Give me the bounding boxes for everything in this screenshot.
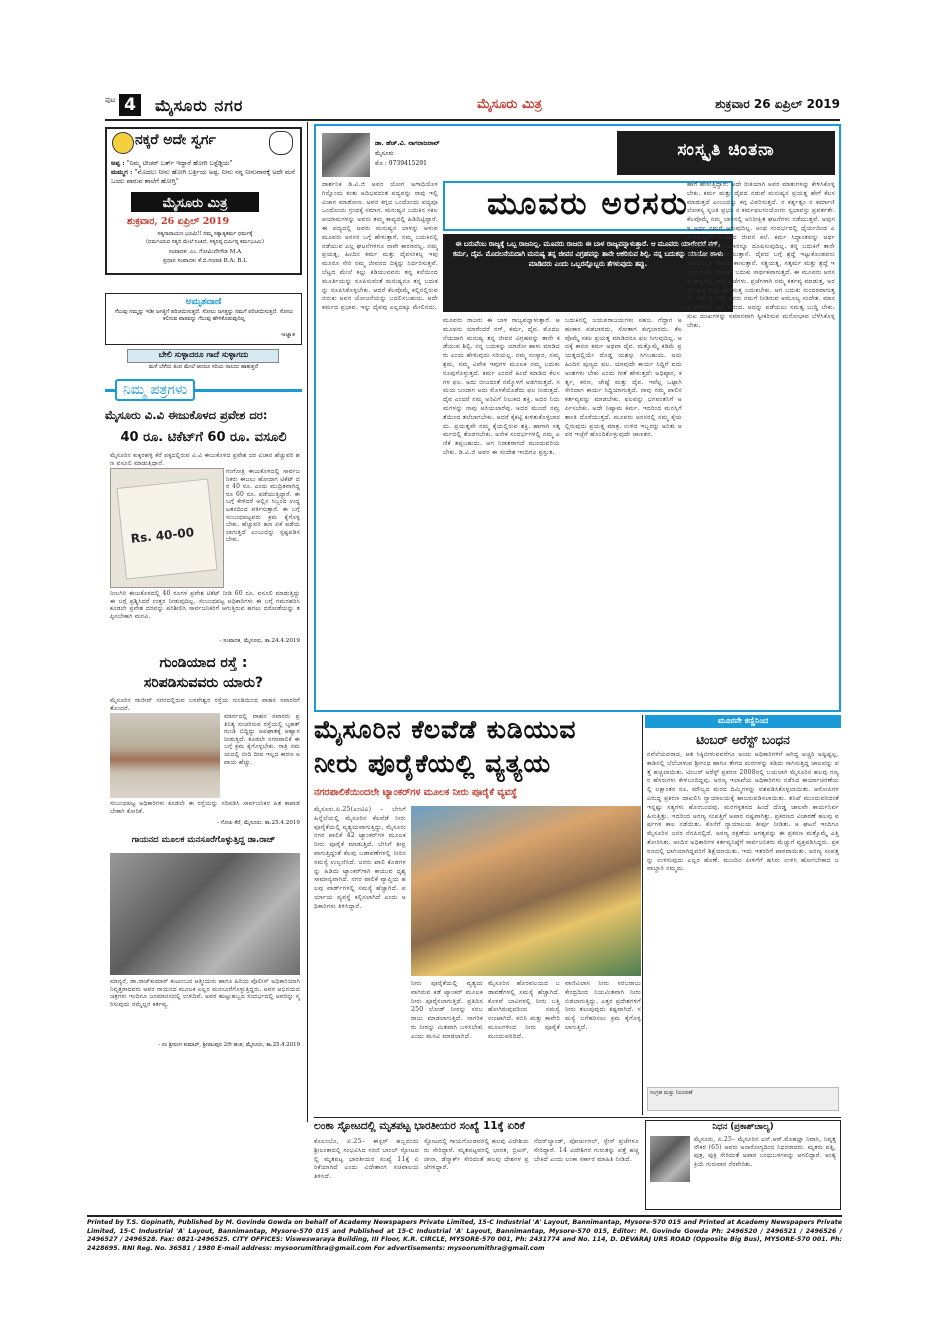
page-label: ಪುಟ	[105, 96, 116, 104]
water-body-4: ವಾಣಿವಿಲಾಸ ನೀರು ಸರಬರಾಜು ಕೇಂದ್ರದಿಂದ ನಿಯಮಿತವಾಗಿ ನೀರು ಬಿಡಲಾಗುತ್ತಿದ್ದು, ಎತ್ತರ ಪ್ರದೇಶಗಳಿಗೆ ನೀರು ತಲುಪುವುದು ಕಷ್ಟವಾಗಿದೆ. ಸಮಸ್ಯೆ ಬಗೆಹರಿಸಲು ಕ್ರಮ ಕೈಗೊಳ್ಳಲಾಗುತ್ತಿದೆ.	[565, 980, 641, 1031]
letter-2-body-a: ಮೈಸೂರಿನ ರಾಜೀವ್ ನಗರದಲ್ಲಿರುವ ಬಸವೇಶ್ವರ ರಸ್ತೆಯ ಗುಂಡಿಯಿಂದ ವಾಹನ ಸವಾರರಿಗೆ ತೊಂದರೆ.	[110, 697, 300, 711]
column-body-2: ಮೂವರು ರಾಜರು ಈ ಬಾಳ ರಾಜ್ಯವನ್ನಾಳುತ್ತಾರೆ. ಆ ಮೂವರು ಯಾರೆಂದರೆ ನಗ್, ಕರ್ಮ, ದೈವ. ಮೊದಲನೆಯದಾಗಿ ಮನುಷ್ಯ ತನ್ನ ಜೀವನ ವಿಗ್ರಹವನ್ನು ತಾನೇ ಕಡೆಯುವ ಶಿಲ್ಪಿ. ನನ್ನ ಬದುಕನ್ನು ಯಾರೋ ಹಾಳು ಮಾಡಿದರು ಎಂದು ಹೇಳುವುದು ಸರಿಯಲ್ಲ. ನಮ್ಮ ಸಂಸ್ಕಾರ, ನಮ್ಮ ಶ್ರಮ, ನಮ್ಮ ವಿವೇಕ ಇವುಗಳ ಮೂಲಕ ನಮ್ಮ ಬದುಕು ರೂಪುಗೊಳ್ಳುತ್ತದೆ. ಕರ್ಮ ಎಂದರೆ ಹಿಂದೆ ಮಾಡಿದ ಕೆಲಸಗಳ ಫಲ. ಅದು ಬೀಜದಂತೆ ನಮ್ಮೊಳಗೆ ಅಡಗಿರುತ್ತದೆ. ಸಮಯ ಬಂದಾಗ ಅದು ಮೊಳಕೆಯೊಡೆದು ಫಲ ನೀಡುತ್ತದೆ. ದೈವ ಎಂದರೆ ನಮ್ಮ ಅರಿವಿಗೆ ನಿಲುಕದ ಶಕ್ತಿ. ಅದರ ನಿಯಮಗಳನ್ನು ನಾವು ಅರಿಯಲಾರೆವು. ಅದರ ಮುಂದೆ ನಮ್ರತೆಯಿಂದ ತಲೆಬಾಗಬೇಕು. ಆದರೆ ಕೈಕಟ್ಟಿ ಕುಳಿತುಕೊಳ್ಳಬಾರದು. ಪ್ರಯತ್ನವೇ ನಮ್ಮ ಕೈಯಲ್ಲಿರುವ ಶಕ್ತಿ. ಹಾಗಾಗಿ ಸತ್ಕರ್ಮದಲ್ಲಿ ತೊಡಗಬೇಕು. ಅನೇಕ ಸಂದರ್ಭಗಳಲ್ಲಿ ನಮ್ಮ ಎಣಿಕೆ ತಪ್ಪಬಹುದು. ಆಗ ನಿರಾಶರಾಗದೆ ಮುಂದುವರಿಯಬೇಕು. ಡಿ.ವಿ.ಜಿ ಅವರ ಈ ಸಂದೇಶ ಇಂದಿಗೂ ಪ್ರಸ್ತುತ.	[443, 317, 560, 456]
column-body-1: ದಾರ್ಶನಿಕ ಡಿ.ವಿ.ಜಿ ಅವರ ಯೋಗ ಅಗಾಧಿಯೊಳಗಿನ್ನೊಂದು ಕಂತು ಅದಿಭವದಂತ ಪದ್ಯವನ್ನು ನಾವು ಇಲ್ಲಿ ವಿಚಾರ ಮಾಡೋಣ. ಅವರ ಕಗ್ಗದ ಒಂದೊಂದು ಪದ್ಯವೂ ಒಂದೊಂದು ಗ್ರಂಥಕ್ಕೆ ಸಮಾನ. ಮನುಷ್ಯನ ಬದುಕಿನ ಸಕಲ ಆಯಾಮಗಳನ್ನು ಅವರು ತಮ್ಮ ಕಾವ್ಯದಲ್ಲಿ ಹಿಡಿದಿಟ್ಟಿದ್ದಾರೆ. ಈ ಪದ್ಯದಲ್ಲಿ ಅವರು ಮನುಷ್ಯನ ಬಾಳನ್ನು ಆಳುವ ಮೂವರು ಅರಸರ ಬಗ್ಗೆ ಹೇಳುತ್ತಾರೆ. ನಮ್ಮ ಬದುಕಿನಲ್ಲಿ ನಡೆಯುವ ಎಲ್ಲ ಘಟನೆಗಳಿಗೂ ನಾವೇ ಕಾರಣರಲ್ಲ. ನಮ್ಮ ಪ್ರಯತ್ನ, ಹಿಂದಿನ ಕರ್ಮ ಮತ್ತು ದೈವಸಂಕಲ್ಪ ಇವು ಮೂರೂ ಸೇರಿ ನಮ್ಮ ಜೀವನದ ದಿಕ್ಕನ್ನು ನಿರ್ಧರಿಸುತ್ತವೆ. ಬೆಟ್ಟದ ಮೇಲೆ ಕಲ್ಲು ಕಡಿಯುವವನು ತನ್ನ ಕಲೆಯಿಂದ ಮೂರ್ತಿಯನ್ನು ರೂಪಿಸುವಂತೆ ಮನುಷ್ಯನೂ ತನ್ನ ಬದುಕನ್ನು ರೂಪಿಸಿಕೊಳ್ಳಬೇಕು. ಆದರೆ ಕೆಲವೊಮ್ಮೆ ಕಲ್ಲಿನಲ್ಲಿರುವ ಬಿರುಕು ಅವನ ಯೋಜನೆಯನ್ನು ಬದಲಿಸಬಹುದು. ಅದೇ ಕರ್ಮದ ಪ್ರಭಾವ. ಇನ್ನು ದೈವವು ಎಲ್ಲದಕ್ಕೂ ಮೇಲಿನದು.	[322, 181, 438, 312]
letter-1-body-c: ನೀಲಗಿರಿ ಈಜುಕೊಳದಲ್ಲಿ 40 ರೂಗಳ ಪ್ರವೇಶ ಟಿಕೆಟ್ ನೀಡಿ 60 ರೂ. ವಸೂಲಿ ಮಾಡುತ್ತಿದ್ದು ಈ ಬಗ್ಗೆ ಪ್ರಶ್ನಿಸಿದರೆ ಉತ್ತರ ನೀಡುವುದಿಲ್ಲ. ಸಂಬಂಧಪಟ್ಟ ಅಧಿಕಾರಿಗಳು ಈ ಬಗ್ಗೆ ಗಮನಹರಿಸಿ ಕೂಡಲೇ ಪ್ರವೇಶ ದರವನ್ನು ಪರಿಶೀಲಿಸಿ ಸಾರ್ವಜನಿಕರಿಗೆ ಆಗುತ್ತಿರುವ ಹಗಲು ದರೋಡೆಯನ್ನು ತಪ್ಪಿಸಬೇಕಾಗಿ ಮನವಿ.	[110, 590, 300, 620]
amrutavani-author: -ಅಜ್ಞಾತ	[280, 332, 295, 338]
author-phone: ಮೊ : 9739415291	[375, 160, 427, 167]
left-column-divider	[307, 122, 308, 1122]
third-eye-title: ಟಿಂಬರ್ ಅರೆಸ್ಟ್ ಬಂಧನ	[696, 733, 790, 747]
lanka-body-1: ಕೊಲಂಬೊ, ಏ.25– ಈಸ್ಟರ್ ಹಬ್ಬದಂದು ಶ್ರೀಲಂಕಾದಲ್ಲಿ ಸಂಭವಿಸಿದ ಸರಣಿ ಬಾಂಬ್ ಸ್ಫೋಟದಲ್ಲಿ ಮೃತಪಟ್ಟ ಭಾರತೀಯರ ಸಂಖ್ಯೆ 11ಕ್ಕೆ ಏರಿಕೆಯಾಗಿದೆ ಎಂದು ವಿದೇಶಾಂಗ ಸಚಿವಾಲಯ ತಿಳಿಸಿದೆ.	[314, 1138, 419, 1181]
letter-1	[105, 408, 302, 653]
page-number: 4	[119, 94, 141, 116]
third-eye-story	[645, 715, 841, 1115]
amrutavani-title: ಅಮೃತವಾಣಿ	[185, 297, 222, 307]
obituary-photo	[650, 1136, 690, 1182]
letter-2-sign: - ಗೋಪಿ ಕೆರೆ, ಮೈಸೂರು. ತಾ.25.4.2019	[216, 820, 300, 826]
proverb-text: ಮಳೆ ಬೆಳೆದು ತಿಂದ ಮೇಲೆ ಆದರೂ ಸರಿಯ ನಾಲದು ಹಾಕುತ್ತದೆ	[148, 364, 259, 370]
letter-2-body-b: ಮಾರ್ಗದಲ್ಲಿ ವಾಹನ ಸವಾರರು ಪ್ರತಿನಿತ್ಯ ಸಂಚರಿಸುವ ರಸ್ತೆಯಲ್ಲಿ ಬೃಹತ್ ಗುಂಡಿ ಬಿದ್ದಿದ್ದು ಅಪಘಾತಕ್ಕೆ ಆಹ್ವಾನ ನೀಡುತ್ತಿದೆ. ಕೂಡಲೇ ನಗರಪಾಲಿಕೆ ಈ ಬಗ್ಗೆ ಕ್ರಮ ಕೈಗೊಳ್ಳಬೇಕು. ರಾತ್ರಿ ಸಮಯದಲ್ಲಿ ಬೀದಿ ದೀಪ ಇಲ್ಲದ ಕಾರಣ ಅಪಾಯ ಹೆಚ್ಚು.	[224, 713, 300, 766]
letter-2-headline1: ಗುಂಡಿಯಾದ ರಸ್ತೆ :	[159, 655, 248, 671]
letter-3-body: ಮಾನ್ಯರೆ, ಡಾ.ರಾಜ್‌ಕುಮಾರ್ ಕುಟುಂಬದ ಆತ್ಮೀಯರು ಹಾಗೂ ಹಿರಿಯ ಪೊಲೀಸ್ ಅಧಿಕಾರಿಯಾಗಿ ನಿವೃತ್ತರಾದವರು ಅವರ ಗಾಯನದ ಮೂಲಕ ಎಲ್ಲರ ಮನಸೂರೆಗೊಳ್ಳುತ್ತಿದ್ದರು. ಅವರ ಅಭಿನಯದ ಚಿತ್ರಗಳು ಇಂದಿಗೂ ಜನಮಾನಸದಲ್ಲಿ ಉಳಿದಿವೆ. ಅವರ ಹುಟ್ಟುಹಬ್ಬದ ಸಂದರ್ಭದಲ್ಲಿ ಅವರನ್ನು ಸ್ಮರಿಸುವುದು ನಮ್ಮೆಲ್ಲರ ಕರ್ತವ್ಯ.	[110, 978, 300, 1008]
amrutavani-box	[105, 293, 302, 345]
column-body-4: ಹಾಗೆ ಹೇಳುತ್ತಿದ್ದಾರೆ: ಅದೇ ರೀತಿಯಾಗಿ ಅವರ ಮಾತುಗಳನ್ನು ಕೇಳಿಸಿಕೊಳ್ಳಬೇಕು. ಕರ್ಮ ಮತ್ತು ದೈವದ ನಡುವೆ ಮನುಷ್ಯನ ಪ್ರಯತ್ನ ಹೇಗೆ ಕೆಲಸ ಮಾಡುತ್ತದೆ ಎಂಬುದನ್ನು ಕಗ್ಗ ವಿವರಿಸುತ್ತದೆ. ನ ಕರ್ತೃತ್ವಂ ನ ಕರ್ಮಾಣಿ ಲೋಕಸ್ಯ ಸೃಜತಿ ಪ್ರಭುಃ ನ ಕರ್ಮಫಲಸಂಯೋಗಂ ಸ್ವಭಾವಸ್ತು ಪ್ರವರ್ತತೇ. ಕೆಲವೊಮ್ಮೆ ನಮ್ಮ ಬಾಳಿನಲ್ಲಿ ಅನಿರೀಕ್ಷಿತ ಘಟನೆಗಳು ನಡೆಯುತ್ತವೆ. ಅವುಗಳ ಅರ್ಥ ನಮಗೆ ಆಗುವುದಿಲ್ಲ. ಅಂಥ ಸಂದರ್ಭದಲ್ಲಿ ಧೈರ್ಯದಿಂದ ಎದುರಿಸುವುದೇ ನಿಜವಾದ ಜೀವನ ಕಲೆ. ಕರ್ಮ ಸಿದ್ಧಾಂತವನ್ನು ಅರ್ಥ ಮಾಡಿಕೊಂಡವನು ಯಾರನ್ನೂ ದೂಷಿಸುವುದಿಲ್ಲ. ತನ್ನ ಬದುಕಿಗೆ ತಾನೇ ಹೊಣೆ ಎಂದು ತಿಳಿಯುತ್ತಾನೆ. ದೈವದ ಬಗ್ಗೆ ಶ್ರದ್ಧೆ ಇಟ್ಟುಕೊಂಡವನು ಸೋಲಿನಲ್ಲೂ ನೆಮ್ಮದಿ ಕಾಣುತ್ತಾನೆ. ಸತ್ಪ್ರಯತ್ನ, ಸತ್ಕರ್ಮ ಮತ್ತು ಶ್ರದ್ಧೆ ಇವು ಮೂರೂ ಸೇರಿದಾಗ ಬದುಕು ಸಾರ್ಥಕವಾಗುತ್ತದೆ. ಈ ಮೂವರು ಅರಸರ ರಾಜ್ಯದಲ್ಲಿ ನಾವು ಪ್ರಜೆಗಳು. ಪ್ರಜೆಗಳಾಗಿ ನಮ್ಮ ಕರ್ತವ್ಯ ಮಾಡುತ್ತ, ಅರಸರ ಆಜ್ಞೆಯನ್ನು ಪಾಲಿಸುತ್ತ ಬದುಕಬೇಕು. ಆಗ ಬದುಕು ಸುಂದರವಾಗುತ್ತದೆ. ಇದೇ ಡಿ.ವಿ.ಜಿ ಅವರು ನಮಗೆ ನೀಡಿರುವ ಅಮೂಲ್ಯ ಸಂದೇಶ. ಮಾನವ ಜೀವನದ ಗುರಿ ಆನಂದ. ಅದನ್ನು ಪಡೆಯಲು ಸಮತ್ವ ಬುದ್ಧಿ ಬೇಕು. ಸುಖ ದುಃಖಗಳನ್ನು ಸಮಾನವಾಗಿ ಸ್ವೀಕರಿಸುವ ಮನೋಭಾವ ಬೆಳೆಸಿಕೊಳ್ಳಬೇಕು.	[687, 181, 835, 329]
paper-logo-box: ಮೈಸೂರು ಮಿತ್ರ	[131, 192, 259, 212]
author-name: ಡಾ. ಹೆಚ್.ವಿ. ನಾಗರಾಜರಾವ್	[375, 139, 440, 147]
letter-1-body-a: ಮೈಸೂರಿನ ಕುಕ್ಕರಹಳ್ಳಿ ಕೆರೆ ಪಕ್ಕದಲ್ಲಿರುವ ವಿ.ವಿ ಈಜುಕೊಳದ ಪ್ರವೇಶ ದರ ವಿಚಾರ ಹೆಚ್ಚುವರಿ ಹಣ ವಸೂಲಿ ಮಾಡುತ್ತಿದ್ದಾರೆ.	[110, 452, 300, 466]
joke-body: ಅಪ್ಪ : "ನಿಮ್ಮ ಟೀಚರ್ ಬರ್ತ್ ಇದ್ದಾರೆ ಹೋಗಿ ಬಸ್ಟೆಡ್ಟಿಯ" ಮಮ್ಮಗ : "ಮೊದಲು ನೀನು ಹೋಗಿ ಬರ್ತ್ರಿಯ ಅಪ್ಪ. ನೀನು ನನ್ನ ನೀನುವಾರಕ್ಕೆ ಅದೇ ಮನೆ ಒಂದು ಪಾರುವ ಶಾಲೆಗೆ ಹೋಗ್ತಿ"	[111, 159, 295, 185]
cartoon-face-icon	[269, 131, 293, 155]
joke-box	[105, 127, 302, 275]
proverb-box	[105, 349, 302, 374]
panchanga-line2: (ಧರ್ಮವಿರುವ ಸತ್ಯದ ಮೇಲೆ ನಿಂತಿದೆ, ಸತ್ಯನಿಷ್ಠ ಧರ್ಮಿಷ್ಠ ಕರ್ಮಭೂಮಿ)	[146, 239, 264, 245]
ticket-photo	[110, 468, 224, 588]
story-divider	[642, 715, 643, 1115]
letter-2	[105, 655, 302, 830]
letters-header: ನಿಮ್ಮ ಪತ್ರಗಳು	[115, 379, 195, 401]
water-headline-2: ನೀರು ಪೂರೈಕೆಯಲ್ಲಿ ವ್ಯತ್ಯಯ	[314, 749, 552, 778]
masthead	[105, 94, 840, 118]
lanka-story	[314, 1120, 639, 1210]
letter-2-body-c: ಸಂಬಂಧಪಟ್ಟ ಅಧಿಕಾರಿಗಳು ಕೂಡಲೇ ಈ ರಸ್ತೆಯನ್ನು ಸರಿಪಡಿಸಿ ಸಾರ್ವಜನಿಕರ ಹಿತ ಕಾಪಾಡಬೇಕಾಗಿ ಕೋರಿಕೆ.	[110, 800, 300, 815]
panchanga-publisher: ಪ್ರಧಾನ ಸಂಪಾದಕ: ಕೆ.ಬಿ.ಗಣಪತಿ B.A; B.L	[163, 258, 247, 264]
third-eye-banner-text: ಮೂರನೇ ಕಣ್ಣಿನಿಂದ	[717, 716, 769, 725]
column-name-banner	[617, 131, 835, 175]
masthead-rule	[105, 119, 840, 121]
issue-date: ಶುಕ್ರವಾರ 26 ಏಪ್ರಿಲ್ 2019	[715, 97, 840, 111]
letter-1-headline1: ಮೈಸೂರು ವಿ.ವಿ ಈಜುಕೊಳದ ಪ್ರವೇಶ ದರ:	[105, 408, 268, 422]
water-queue-photo	[411, 806, 641, 976]
letter-1-headline2: 40 ರೂ. ಟಿಕೆಟ್‌ಗೆ 60 ರೂ. ವಸೂಲಿ	[120, 430, 287, 445]
footer-rule	[87, 1215, 842, 1217]
section-title: ಮೈಸೂರು ನಗರ	[155, 96, 244, 115]
obituary-title: ನಿಧನ (ಪ್ರಕಾಶ್‌ಚಾಲ್ಯ)	[712, 1122, 774, 1132]
author-portrait	[322, 133, 370, 177]
panchanga-line1: ಸತ್ಯನಾರಾಯಣ ಭೂಮಿ!! ನಮ್ಮ ಸತ್ಯಾತ್ಯಕರ್ಮ ಧರ್ಮಕ್ಕೆ	[157, 231, 253, 237]
water-body-2: ನೀರು ಪೂರೈಕೆಯಲ್ಲಿ ವ್ಯತ್ಯಯವಾಗಿರುವ ಕಡೆ ಟ್ಯಾಂಕರ್ ಮೂಲಕ ನೀರು ಪೂರೈಸಲಾಗುತ್ತಿದೆ. ಪ್ರತಿದಿನ 250 ಲೋಡ್ ನೀರನ್ನು ಸರಬರಾಜು ಮಾಡಲಾಗುತ್ತಿದೆ. ನಾಗರಿಕರು ನೀರನ್ನು ಮಿತವಾಗಿ ಬಳಸಬೇಕು ಎಂದು ಮನವಿ ಮಾಡಲಾಗಿದೆ.	[411, 980, 483, 1040]
panchanga-editor: ಸಂಪಾದಕ: ಎಂ. ಗೋವಿಂದೇಗೌಡ M.A	[168, 249, 242, 255]
column-headline: ಮೂವರು ಅರಸರು	[487, 186, 689, 222]
obituary-box	[645, 1120, 841, 1210]
column-name: ಸಂಸ್ಕೃತಿ ಚಿಂತನಾ	[677, 140, 775, 160]
letter-1-sign: - ಸಂಪಾದಕ, ಮೈಸೂರು, ತಾ.24.4.2019	[219, 638, 300, 644]
laughing-face-icon	[112, 132, 134, 154]
pothole-photo	[110, 713, 220, 798]
letter-1-body-b: ಗಂಗೋತ್ರಿ ಈಜುಕೊಳದಲ್ಲಿ ಸಾರ್ವಜನಿಕರು ಈಜಲು ಹೋದಾಗ ಟಿಕೆಟ್ ದರ 40 ರೂ. ಎಂದು ಮುದ್ರಿತವಾಗಿದ್ದರೂ 60 ರೂ. ಪಡೆಯುತ್ತಿದ್ದಾರೆ. ಈ ಬಗ್ಗೆ ಕೇಳಿದರೆ ಅಲ್ಲಿನ ಸಿಬ್ಬಂದಿ ಉದ್ಧಟತನದಿಂದ ವರ್ತಿಸುತ್ತಾರೆ. ಈ ಬಗ್ಗೆ ಸಂಬಂಧಪಟ್ಟವರು ಕ್ರಮ ಕೈಗೊಳ್ಳಬೇಕು. ಹೆಚ್ಚುವರಿ ಹಣ ಏಕೆ ಪಡೆಯಲಾಗುತ್ತಿದೆ ಎಂಬುದನ್ನು ಸ್ಪಷ್ಟಪಡಿಸಬೇಕು.	[226, 468, 300, 544]
water-body-1: ಮೈಸೂರು.ಏ.25(ಎಂಟಿವಿ) – ಬೇಸಿಗೆ ಹಿನ್ನೆಲೆಯಲ್ಲಿ ಮೈಸೂರಿನ ಕೆಲವೆಡೆ ನೀರು ಪೂರೈಕೆಯಲ್ಲಿ ವ್ಯತ್ಯಯವಾಗುತ್ತಿದ್ದು, ಮೈಸೂರು ನಗರ ಪಾಲಿಕೆ 42 ಟ್ಯಾಂಕರ್‌ಗಳ ಮೂಲಕ ನೀರು ಪೂರೈಕೆ ಮಾಡುತ್ತಿದೆ. ಬೇಸಿಗೆ ತೀವ್ರವಾಗುತ್ತಿದ್ದಂತೆ ಕೆಲವು ಬಡಾವಣೆಗಳಲ್ಲಿ ನೀರಿನ ಸಮಸ್ಯೆ ಉಲ್ಬಣಿಸಿದೆ. ಜನರು ಖಾಲಿ ಕೊಡಗಳನ್ನು ಹಿಡಿದು ಟ್ಯಾಂಕರ್‌ಗಾಗಿ ಕಾಯುವ ದೃಶ್ಯ ಸಾಮಾನ್ಯವಾಗಿದೆ. ನಗರ ಪಾಲಿಕೆ ವ್ಯಾಪ್ತಿಯ ಹಲವು ವಾರ್ಡ್‌ಗಳಲ್ಲಿ ಸಮಸ್ಯೆ ಹೆಚ್ಚಾಗಿದೆ. ಪರ್ಯಾಯ ವ್ಯವಸ್ಥೆ ಕಲ್ಪಿಸಲಾಗಿದೆ ಎಂದು ಅಧಿಕಾರಿಗಳು ತಿಳಿಸಿದ್ದಾರೆ.	[314, 806, 406, 910]
imprint-line: Printed by T.S. Gopinath, Published by M. Govinde Gowda on behalf of Academy Newspapers Private Limited, 15-C Industrial 'A' Layout, Bannimantap, Mysore-570 015 and Printed at Academy Newspapers Private Limited, 15-C Industrial 'A' Layout, Bannimantap, Mysore-570 015 and Published at 15-C Industrial 'A' Layout, Bannimantap, Mysore-570 015, Editor: M. Govinde Gowda Ph: 2496520 / 2496521 / 2496526 / 2496527 / 2496528. Fax: 0821-2496525. CITY OFFICES: Visweswaraya Building, III Floor, K.R. CIRCLE, MYSORE-570 001, Ph: 2431774 and No. 114, D. DEVARAJ URS ROAD (Opposite Big Bus), MYSORE-570 001. Ph: 2428695. RNI Reg. No. 36581 / 1980 E-mail address: mysoorumithra@gmail.com For advertisements: mysoorumithra@gmail.com	[87, 1219, 842, 1252]
letters-banner	[105, 379, 302, 403]
author-city: ಮೈಸೂರು	[375, 150, 394, 157]
lanka-body-2: ಸ್ಫೋಟದಲ್ಲಿ ಗಾಯಗೊಂಡವರಲ್ಲಿ ಹಲವು ವಿದೇಶಿಯರು ಸೇರಿದ್ದಾರೆ. ಮೃತಪಟ್ಟವರಲ್ಲಿ ಭಾರತ, ಬ್ರಿಟನ್, ಚೀನಾ, ಡೆನ್ಮಾರ್ಕ್ ಸೇರಿದಂತೆ ಹಲವು ದೇಶಗಳ ಪ್ರಜೆಗಳಿದ್ದಾರೆ.	[424, 1138, 529, 1172]
dr-raj-photo	[110, 853, 300, 975]
lower-rule	[314, 1117, 841, 1118]
water-headline-1: ಮೈಸೂರಿನ ಕೆಲವೆಡೆ ಕುಡಿಯುವ	[314, 715, 577, 744]
lanka-headline: ಲಂಕಾ ಸ್ಫೋಟದಲ್ಲಿ ಮೃತಪಟ್ಟ ಭಾರತೀಯರ ಸಂಖ್ಯೆ 11ಕ್ಕೆ ಏರಿಕೆ	[314, 1120, 525, 1132]
ticket-price: Rs. 40-00	[130, 525, 195, 546]
proverb-title: ಬೇಲಿ ಸುಳ್ಳಾದರೂ ಗಾದೆ ಸುಳ್ಳಾಗದು	[158, 350, 249, 359]
column-body-3: ಬದುಕಿನಲ್ಲಿ ಜಯಪರಾಜಯಗಳು ಸಹಜ. ಗೆದ್ದಾಗ ಅಹಂಕಾರ ಪಡಬಾರದು, ಸೋತಾಗ ಕುಗ್ಗಬಾರದು. ಕೆಲವೊಮ್ಮೆ ಸಕಲ ಪ್ರಯತ್ನ ಮಾಡಿದರೂ ಫಲ ಸಿಗುವುದಿಲ್ಲ. ಅದಕ್ಕೆ ಕಾರಣ ಕರ್ಮ ಅಥವಾ ದೈವ. ಮತ್ತೊಮ್ಮೆ ಕಡಿಮೆ ಪ್ರಯತ್ನದಲ್ಲಿಯೇ ದೊಡ್ಡ ಯಶಸ್ಸು ಸಿಗಬಹುದು. ಅದು ಹಿಂದಿನ ಪುಣ್ಯದ ಫಲ. ಯಾವುದೇ ಕಾರ್ಯ ಸಿದ್ಧಿಗೆ ಐದು ಅಂಶಗಳು ಬೇಕು ಎಂದು ಗೀತೆ ಹೇಳುತ್ತದೆ: ಅಧಿಷ್ಠಾನ, ಕರ್ತೃ, ಕರಣ, ಚೇಷ್ಟೆ ಮತ್ತು ದೈವ. ಇವೆಲ್ಲ ಒಟ್ಟಾಗಿ ಸೇರಿದಾಗ ಕಾರ್ಯ ಸಿದ್ಧಿಯಾಗುತ್ತದೆ. ನಾವು ನಮ್ಮ ಪಾಲಿನ ಕರ್ತವ್ಯವನ್ನು ಮಾಡಬೇಕು. ಫಲವನ್ನು ಭಗವಂತನಿಗೆ ಅರ್ಪಿಸಬೇಕು. ಅದೇ ನಿಷ್ಕಾಮ ಕರ್ಮ. ಇದರಿಂದ ಮನಸ್ಸಿಗೆ ಶಾಂತಿ ದೊರೆಯುತ್ತದೆ. ಮೂವರು ಅರಸರಲ್ಲಿ ನಮ್ಮ ಕೈಯಲ್ಲಿರುವುದು ಪ್ರಯತ್ನ ಮಾತ್ರ. ಉಳಿದ ಇಬ್ಬರನ್ನು ಅರಿತು ಅವರ ಇಚ್ಛೆಗೆ ಹೊಂದಿಕೊಳ್ಳುವುದೇ ಜಾಣತನ.	[565, 317, 682, 439]
water-body-3: ಮೈಸೂರಿನ ಹೊರವಲಯದ ಬಡಾವಣೆಗಳಲ್ಲಿ ಸಮಸ್ಯೆ ಹೆಚ್ಚಾಗಿದೆ. ಕೊಳವೆ ಬಾವಿಗಳಲ್ಲಿ ನೀರು ಬತ್ತಿ ಹೋಗಿರುವುದರಿಂದ ಸಮಸ್ಯೆ ಉಂಟಾಗಿದೆ. ಕಬಿನಿ ಮತ್ತು ಕಾವೇರಿ ಮೂಲಗಳಿಂದ ನೀರು ಪೂರೈಕೆ ಮುಂದುವರಿದಿದೆ.	[488, 980, 560, 1040]
lanka-body-3: ನೆದರ್‌ಲ್ಯಾಂಡ್, ಪೋರ್ಚುಗಲ್, ಸ್ಪೇನ್ ಪ್ರಜೆಗಳೂ ಸೇರಿದ್ದಾರೆ. 14 ವಿದೇಶಿಗರ ಗುರುತನ್ನು ಪತ್ತೆ ಹಚ್ಚಬೇಕಿದೆ ಎಂದು ಲಂಕಾ ಸರ್ಕಾರ ಮಾಹಿತಿ ನೀಡಿದೆ.	[534, 1138, 639, 1163]
third-eye-body: ನವೆಲೆಯವರಾದ, ಆತ ಸಿಕ್ಕಿಬೀಳುವವರೆಗೂ ಅಂದು ಅಧಿಕಾರಿಗಳಿಗೆ ಆಗಿದ್ದ ಅಚ್ಚರಿ ಅಷ್ಟಿಷ್ಟಲ್ಲ. ಕಾಡಿನಲ್ಲಿ ಬೆಲೆಬಾಳುವ ಶ್ರೀಗಂಧ ಹಾಗೂ ತೇಗದ ಮರಗಳನ್ನು ಕಡಿದು ಸಾಗಿಸುತ್ತಿದ್ದ ಜಾಲವನ್ನು ಪತ್ತೆ ಹಚ್ಚಲಾಯಿತು. ಟಿಂಬರ್ ಅರೆಸ್ಟ್ ಪ್ರಕರಣ 2008ರಲ್ಲಿ ಬಯಲಾಗಿ ಮೈಸೂರಿನ ಹಲವು ಗಣ್ಯರ ಹೆಸರುಗಳು ಕೇಳಿಬಂದಿದ್ದವು. ಅರಣ್ಯ ಇಲಾಖೆಯ ಅಧಿಕಾರಿಗಳು ನಡೆಸಿದ ಕಾರ್ಯಾಚರಣೆಯಲ್ಲಿ ಲಕ್ಷಾಂತರ ರೂ. ಮೌಲ್ಯದ ಮರದ ದಿಮ್ಮಿಗಳನ್ನು ವಶಪಡಿಸಿಕೊಳ್ಳಲಾಯಿತು. ಆರೋಪಿಗಳ ವಿರುದ್ಧ ಪ್ರಕರಣ ದಾಖಲಿಸಿ ನ್ಯಾಯಾಲಯಕ್ಕೆ ಹಾಜರುಪಡಿಸಲಾಯಿತು. ತನಿಖೆ ಮುಂದುವರಿದಂತೆ ಇನ್ನಷ್ಟು ಸತ್ಯಗಳು ಹೊರಬಂದವು. ಮರಗಳ್ಳತನದ ಹಿಂದೆ ದೊಡ್ಡ ಜಾಲವೇ ಕಾರ್ಯನಿರ್ವಹಿಸುತ್ತಿತ್ತು. ಇದರಿಂದ ಅರಣ್ಯ ಸಂಪತ್ತಿಗೆ ಅಪಾರ ನಷ್ಟವಾಗಿತ್ತು. ಪ್ರಕರಣದ ವಿಚಾರಣೆ ಹಲವು ವರ್ಷಗಳ ಕಾಲ ನಡೆಯಿತು. ಕೊನೆಗೆ ನ್ಯಾಯಾಲಯ ತೀರ್ಪು ನೀಡಿತು. ಆ ಘಟನೆ ಇಂದಿಗೂ ಮೈಸೂರಿನ ಜನರ ನೆನಪಿನಲ್ಲಿದೆ. ಅರಣ್ಯ ರಕ್ಷಣೆಯ ಅಗತ್ಯವನ್ನು ಈ ಪ್ರಕರಣ ಮತ್ತೊಮ್ಮೆ ಎತ್ತಿ ತೋರಿಸಿತು. ಅಂದಿನ ಅಧಿಕಾರಿಗಳ ಕರ್ತವ್ಯನಿಷ್ಠೆಗೆ ಸಾರ್ವಜನಿಕರು ಮೆಚ್ಚುಗೆ ವ್ಯಕ್ತಪಡಿಸಿದ್ದರು. ಪ್ರಕರಣದಲ್ಲಿ ಭಾಗಿಯಾಗಿದ್ದವರಿಗೆ ಶಿಕ್ಷೆಯಾಯಿತು. ಇದು ಇತರರಿಗೆ ಪಾಠವಾಯಿತು. ಅರಣ್ಯ ಸಂಪತ್ತನ್ನು ಉಳಿಸುವುದು ಎಲ್ಲರ ಹೊಣೆ. ಮುಂದಿನ ಪೀಳಿಗೆಗೆ ಹಸಿರು ಉಳಿಸಿ ಹೋಗಬೇಕಾದ ಜವಾಬ್ದಾರಿ ನಮ್ಮದು.	[647, 751, 839, 873]
third-eye-author: ಸಂಗ್ರಹ ಮತ್ತು ನಿರೂಪಣೆ	[647, 1087, 839, 1111]
letter-3	[105, 835, 302, 1060]
joke-title: ನಕ್ಕರೆ ಅದೇ ಸ್ವರ್ಗ	[135, 132, 216, 148]
column-intro: ಈ ಬರುವೆಂಬ ರಾಜ್ಯಕ್ಕೆ ಒಬ್ಬ ರಾಜನಿಲ್ಲ. ಮೂವರು ರಾಜರು ಈ ಬಾಳ ರಾಜ್ಯವನ್ನಾಳುತ್ತಾರೆ. ಆ ಮೂವರು ಯಾರೆಂದರೆ ನಗ್, ಕರ್ಮ, ದೈವ. ಮೊದಲನೆಯದಾಗಿ ಮನುಷ್ಯ ತನ್ನ ಜೀವನ ವಿಗ್ರಹವನ್ನು ತಾನೇ ಆಕರಿಸುವ ಶಿಲ್ಪಿ. ನನ್ನ ಬದುಕನ್ನು ಯಾರೋ ಹಾಳು ಮಾಡಿದರು ಎಂದು ಒಬ್ಬರನ್ನೊಬ್ಬರು ತೆಗಳುವುದು ತಪ್ಪು.	[452, 240, 724, 268]
water-story	[314, 715, 641, 1115]
water-subhead: ನಗರಪಾಲಿಕೆಯಿಂದಲೇ ಟ್ಯಾಂಕರ್‌ಗಳ ಮೂಲಕ ನೀರು ಪೂರೈಕೆ ವ್ಯವಸ್ಥೆ	[314, 787, 518, 798]
paper-name: ಮೈಸೂರು ಮಿತ್ರ	[477, 97, 542, 112]
obituary-body: ಮೈಸೂರು, ಏ.25– ಮೈಸೂರಿನ ಎನ್.ಆರ್.ಮೊಹಲ್ಲಾ ನಿವಾಸಿ, ನಿವೃತ್ತ ನೌಕರ (65) ಅವರು ಅನಾರೋಗ್ಯದಿಂದ ನಿಧನರಾದರು. ಮೃತರು ಪತ್ನಿ, ಪುತ್ರ, ಪುತ್ರಿ ಸೇರಿದಂತೆ ಅಪಾರ ಬಂಧುಬಳಗವನ್ನು ಅಗಲಿದ್ದಾರೆ. ಅಂತ್ಯಕ್ರಿಯೆ ಗುರುವಾರ ನೆರವೇರಿತು.	[694, 1136, 836, 1168]
amrutavani-text: ಗೆಲುವು ನಮ್ಮನ್ನು ಇಡೀ ಜಗತ್ತಿಗೆ ಪರಿಚಯಿಸುತ್ತದೆ. ಸೋಲು ಜಗತ್ತನ್ನು ನಮಗೆ ಪರಿಚಯಿಸುತ್ತದೆ. ಸೋಲು ಕಲಿಸುವ ಪಾಠವನ್ನು ಗೆಲುವು ಹೇಳಿಕೊಡುವುದಿಲ್ಲ	[114, 309, 294, 322]
panchanga-date: ಶುಕ್ರವಾರ, 26 ಏಪ್ರಿಲ್ 2019	[127, 216, 230, 227]
letter-3-sign: - ನಂ ಶ್ರೀರಂಗ ಕುಮಾರ್, ಶ್ರೀರಾಂಪುರ 2ನೇ ಹಂತ, ಮೈಸೂರು, ತಾ.25.4.2019	[158, 1042, 300, 1048]
third-eye-banner	[645, 715, 841, 728]
letter-2-headline2: ಸರಿಪಡಿಸುವವರು ಯಾರು?	[143, 675, 264, 691]
letter-3-headline: ಗಾಯನದ ಮೂಲಕ ಮನಸೂರೆಗೊಳ್ಳುತ್ತಿದ್ದ ಡಾ.ರಾಜ್	[131, 835, 276, 845]
